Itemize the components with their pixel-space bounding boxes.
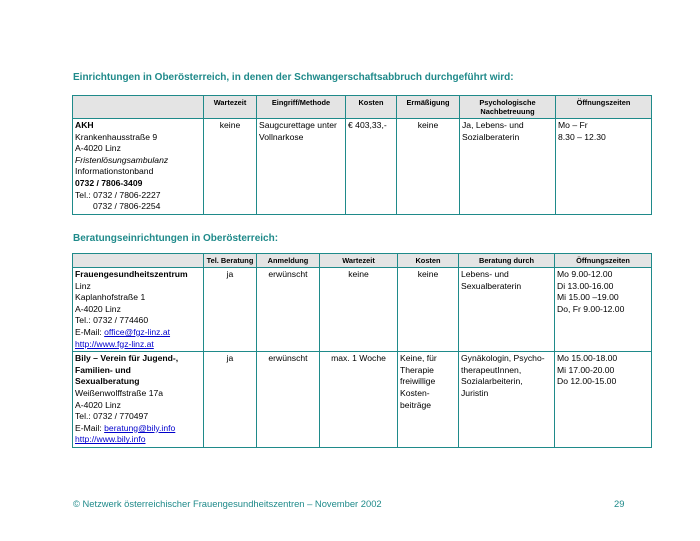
oeffnung-line: Do 12.00-15.00 [557,376,617,387]
facility-city: A-4020 Linz [75,143,121,154]
column-header-nachbetreuung: Psychologische Nachbetreuung [460,96,556,119]
column-header-methode: Eingriff/Methode [257,96,346,119]
counseling-facilities-table [72,253,652,448]
wartezeit-cell: keine [204,119,257,215]
column-header-ermaessigung: Ermäßigung [397,96,460,119]
column-header-tel-beratung: Tel. Beratung [204,254,257,268]
oeffnung-line: Di 13.00-16.00 [557,280,614,291]
column-header-wartezeit: Wartezeit [204,96,257,119]
wartezeit-cell: keine [320,268,398,352]
oeffnung-line: Mi 17.00-20.00 [557,364,615,375]
facility-info: Informationstonband [75,166,154,177]
facility-name: Sexualberatung [75,376,140,387]
website-link[interactable]: http://www.fgz-linz.at [75,338,154,349]
tel-beratung-cell: ja [204,268,257,352]
abortion-facilities-table [72,95,652,215]
facility-name: Familien- und [75,364,131,375]
oeffnung-line: Mo 9.00-12.00 [557,269,613,279]
kosten-cell: keine [398,268,459,352]
section-heading-counseling: Beratungseinrichtungen in Oberösterreich: [73,233,279,244]
column-header-oeffnungszeiten: Öffnungszeiten [556,96,652,119]
facility-name: AKH [75,120,94,130]
facility-cell [73,352,204,448]
facility-clinic: Fristenlösungsambulanz [75,154,169,165]
facility-name: Frauengesundheitszentrum [75,269,188,279]
facility-street: Krankenhausstraße 9 [75,131,158,142]
kosten-cell: Keine, für Therapie freiwillige Kosten-beiträge [398,352,459,448]
wartezeit-cell: max. 1 Woche [320,352,398,448]
email-link[interactable]: beratung@bily.info [104,422,176,433]
column-header-kosten: Kosten [398,254,459,268]
ermaessigung-cell: keine [397,119,460,215]
facility-address-line: A-4020 Linz [75,399,121,410]
oeffnung-line: Mo 15.00-18.00 [557,353,618,364]
facility-email-line [75,327,201,339]
facility-address-line: Weißenwolffstraße 17a [75,387,164,398]
facility-cell [73,268,204,352]
facility-address-line: Linz [75,280,91,291]
column-header-wartezeit: Wartezeit [320,254,398,268]
table-row [73,268,652,352]
table-header-row [73,254,652,268]
nachbetreuung-cell: Ja, Lebens- und Sozialberaterin [460,119,556,215]
table-row [73,352,652,448]
anmeldung-cell: erwünscht [257,352,320,448]
table-header-row [73,96,652,119]
column-header-facility [73,254,204,268]
facility-tel: Tel.: 0732 / 7806-2227 [75,189,161,200]
email-label: E-Mail: [75,326,105,337]
column-header-facility [73,96,204,119]
website-link[interactable]: http://www.bily.info [75,434,146,445]
oeffnung-line: Mo – Fr [558,120,588,130]
facility-tel: Tel.: 0732 / 774460 [75,315,149,326]
facility-address-line: Kaplanhofstraße 1 [75,292,146,303]
column-header-kosten: Kosten [346,96,397,119]
facility-tel2: 0732 / 7806-2254 [93,201,161,212]
facility-address-line: A-4020 Linz [75,303,121,314]
oeffnung-line: 8.30 – 12.30 [558,131,606,142]
facility-name: Bily – Verein für Jugend-, [75,353,179,364]
section-heading-abortion-facilities: Einrichtungen in Oberösterreich, in denen der Schwangerschaftsabbruch durchgeführt wird: [73,72,514,83]
column-header-oeffnungszeiten: Öffnungszeiten [555,254,652,268]
beratung-durch-cell: Lebens- und Sexualberaterin [459,268,555,352]
email-link[interactable]: office@fgz-linz.at [104,326,171,337]
facility-cell [73,119,204,215]
facility-email-line [75,423,201,435]
oeffnung-line: Do, Fr 9.00-12.00 [557,303,625,314]
oeffnungszeiten-cell [556,119,652,215]
email-label: E-Mail: [75,422,105,433]
facility-tel: Tel.: 0732 / 770497 [75,411,149,422]
kosten-cell: € 403,33,- [346,119,397,215]
tel-beratung-cell: ja [204,352,257,448]
table-row [73,119,652,215]
oeffnungszeiten-cell [555,352,652,448]
column-header-beratung-durch: Beratung durch [459,254,555,268]
beratung-durch-cell: Gynäkologin, Psycho-therapeutInnen, Sozialarbeiterin, Juristin [459,352,555,448]
page-number: 29 [614,498,625,509]
oeffnung-line: Mi 15.00 –19.00 [557,292,619,303]
column-header-anmeldung: Anmeldung [257,254,320,268]
facility-info-phone: 0732 / 7806-3409 [75,177,143,188]
footer-copyright: © Netzwerk österreichischer Frauengesundheitszentren – November 2002 [73,498,382,509]
anmeldung-cell: erwünscht [257,268,320,352]
methode-cell: Saugcurettage unter Vollnarkose [257,119,346,215]
oeffnungszeiten-cell [555,268,652,352]
